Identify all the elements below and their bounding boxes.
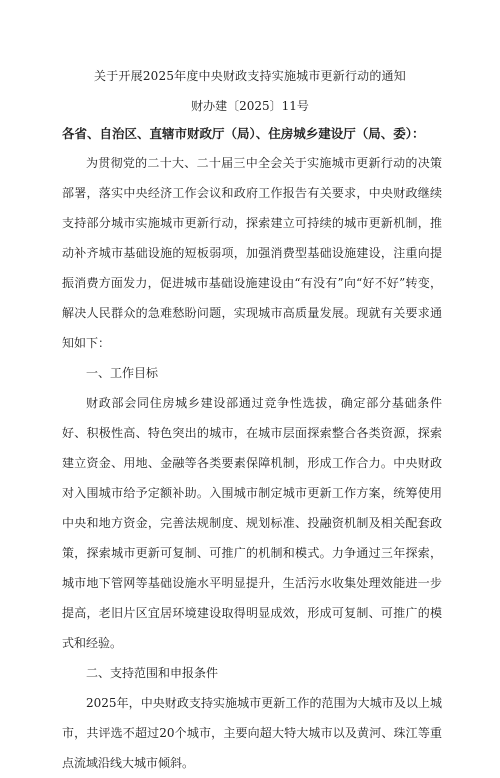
section-1-paragraph: 财政部会同住房城乡建设部通过竞争性选拔，确定部分基础条件好、积极性高、特色突出的城市，在城市层面探索整合各类资源，探索建立资金、用地、金融等各类要素保障机制，形成工作合力。中央财政对入围城市给予定额补助。入围城市制定城市更新工作方案，统筹使用中央和地方资金，完善法规制度、规划标准、投融资机制及相关配套政策，探索城市更新可复制、可推广的机制和模式。力争通过三年探索，城市地下管网等基础设施水平明显提升，生活污水收集处理效能进一步提高，老旧片区宜居环境建设取得明显成效，形成可复制、可推广的模式和经验。 (62, 396, 442, 650)
section-1-heading: 一、工作目标 (86, 366, 159, 380)
document-body (62, 148, 442, 778)
section-2-heading: 二、支持范围和申报条件 (86, 666, 219, 680)
document-title: 关于开展2025年度中央财政支持实施城市更新行动的通知 (94, 69, 406, 83)
document-number: 财办建〔2025〕11号 (191, 99, 309, 113)
section-2-paragraph: 2025年，中央财政支持实施城市更新工作的范围为大城市及以上城市，共评选不超过20个城市，主要向超大特大城市以及黄河、珠江等重点流域沿线大城市倾斜。 (62, 696, 442, 770)
intro-paragraph: 为贯彻党的二十大、二十届三中全会关于实施城市更新行动的决策部署，落实中央经济工作会议和政府工作报告有关要求，中央财政继续支持部分城市实施城市更新行动，探索建立可持续的城市更新机制，推动补齐城市基础设施的短板弱项，加强消费型基础设施建设，注重向提振消费方面发力，促进城市基础设施建设由“有没有”向“好不好”转变，解决人民群众的急难愁盼问题，实现城市高质量发展。现就有关要求通知如下： (62, 156, 442, 350)
salutation: 各省、自治区、直辖市财政厅（局）、住房城乡建设厅（局、委）： (62, 126, 425, 141)
